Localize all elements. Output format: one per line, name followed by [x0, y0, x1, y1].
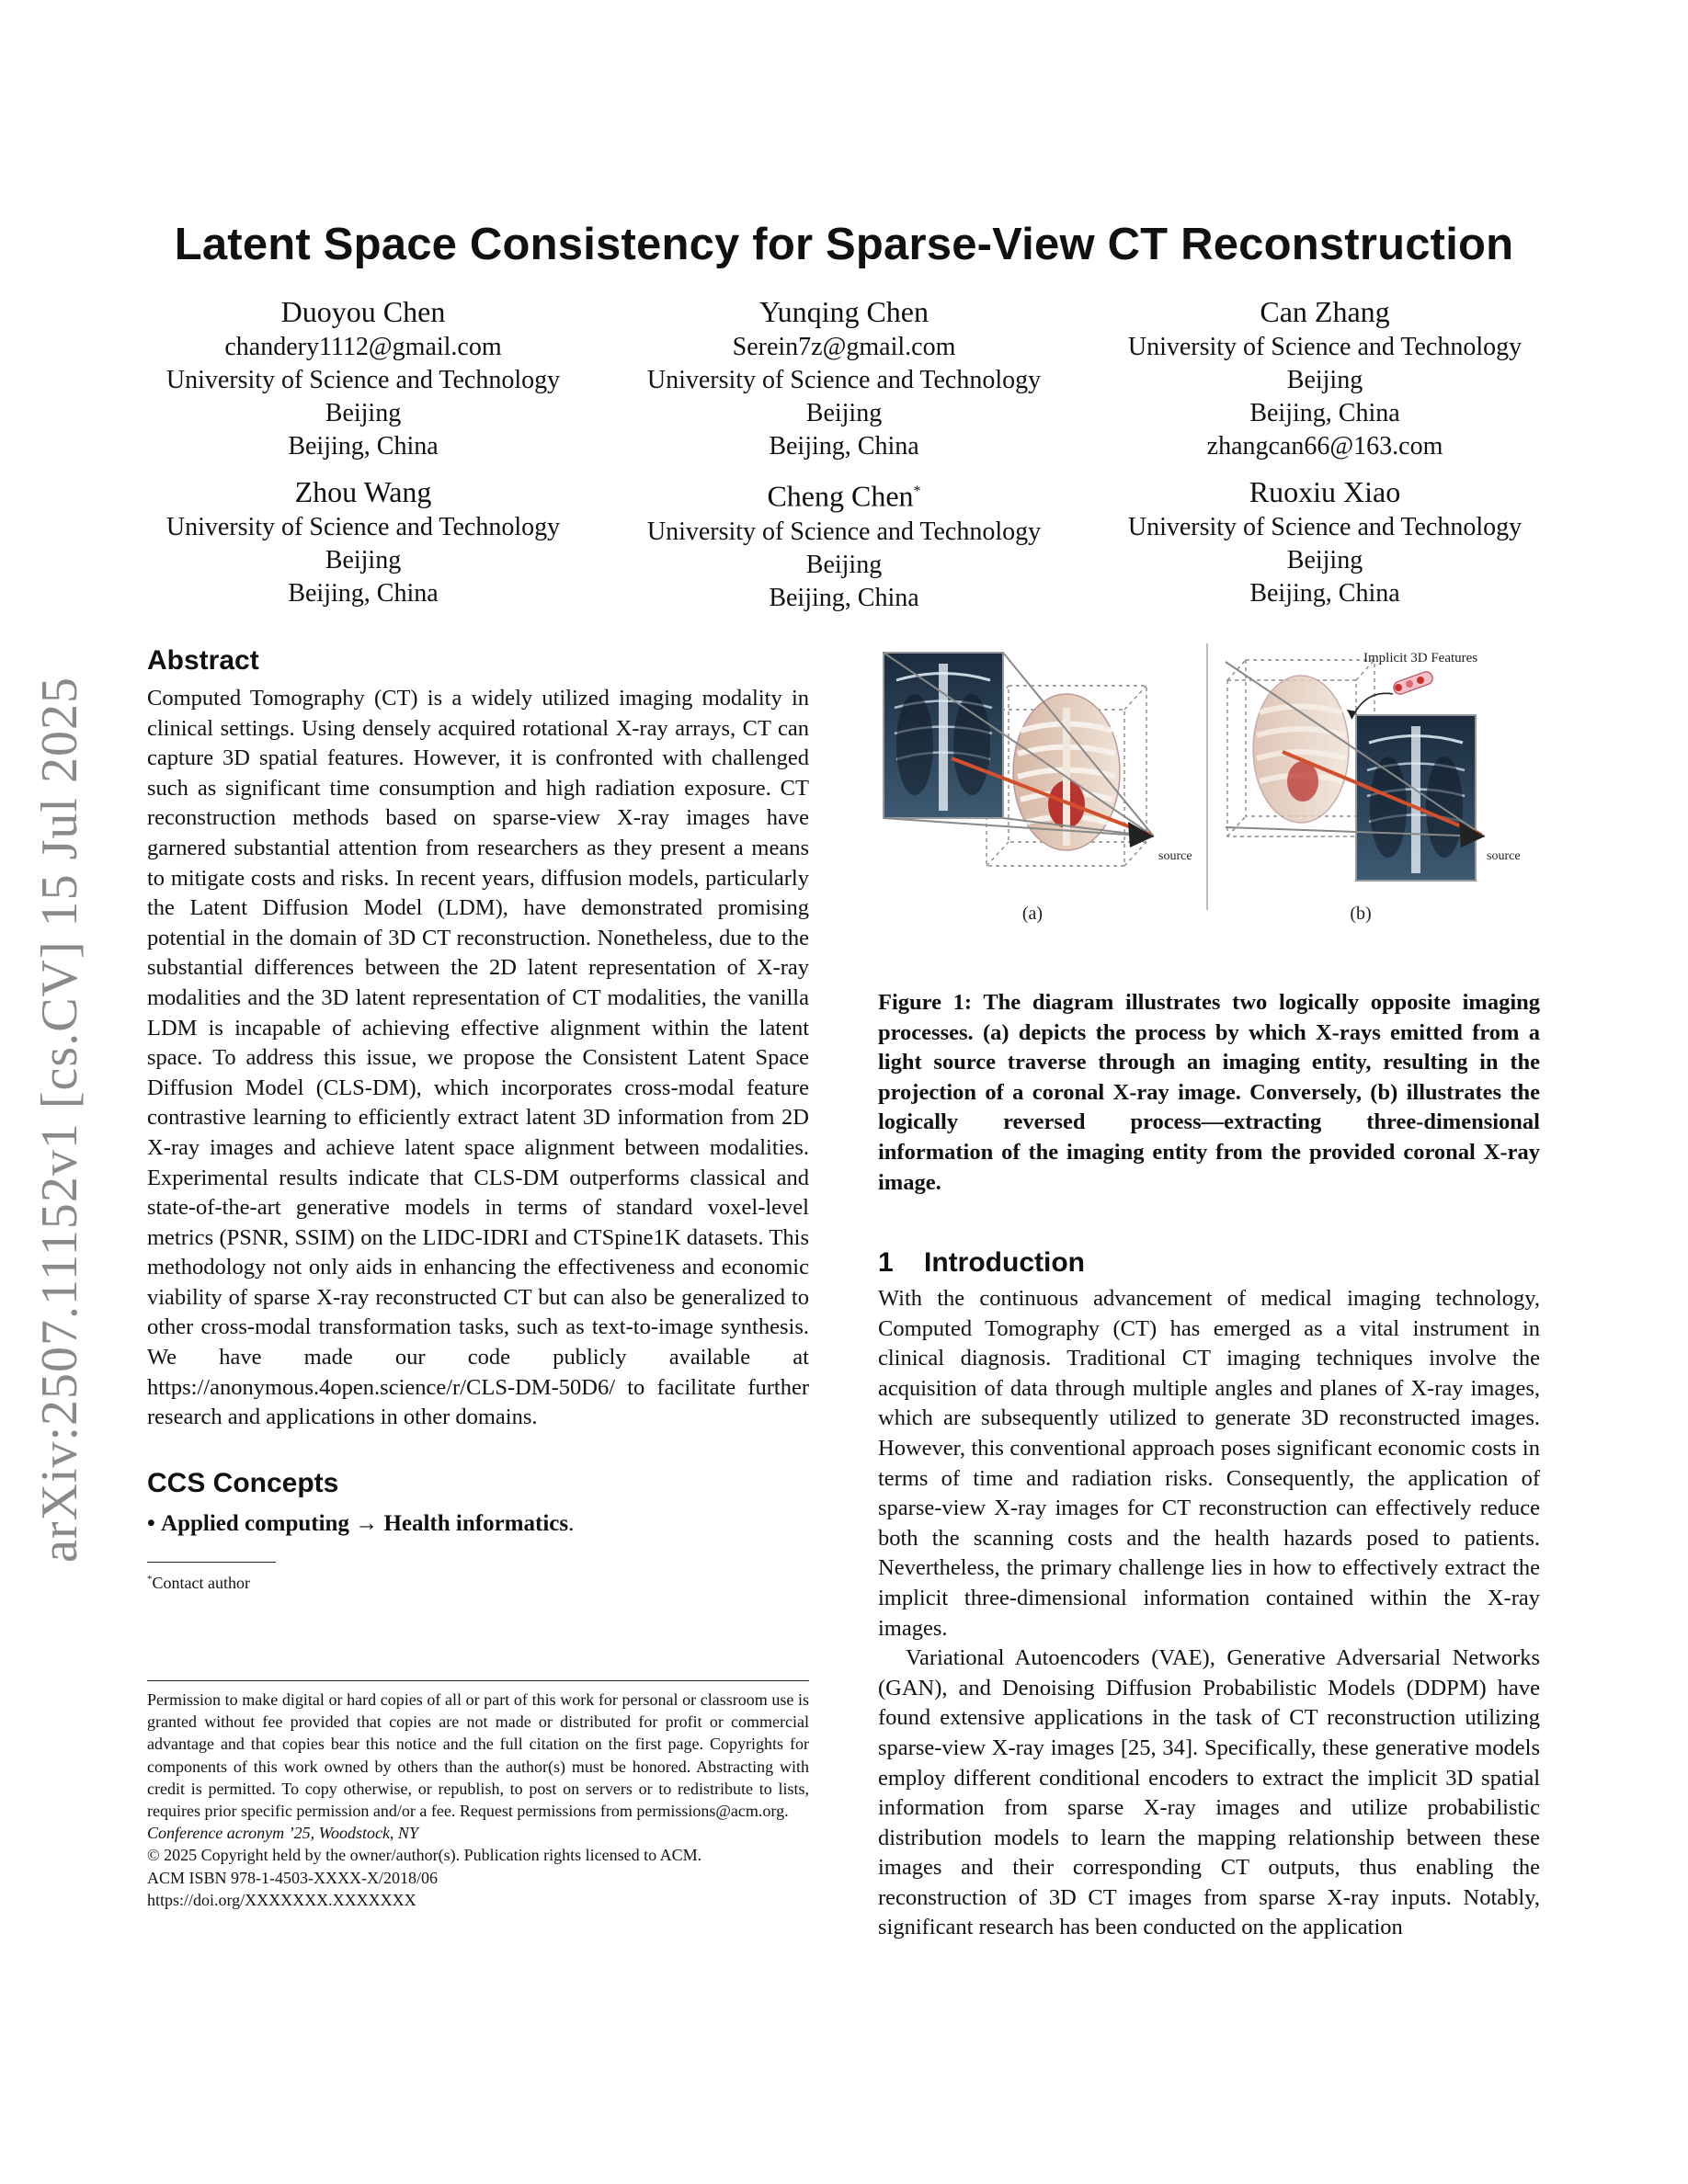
author-location: Beijing, China: [1249, 579, 1400, 608]
footnote-text: Contact author: [152, 1573, 250, 1592]
arxiv-identifier: arXiv:2507.11152v1 [cs.CV] 15 Jul 2025: [31, 677, 88, 1563]
introduction-paragraph: With the continuous advancement of medical imaging technology, Computed Tomography (CT) has emerged as a vital instrument in clinical diagnosis. Traditional CT imaging techniques involve the acquisition of data through multiple angles and planes of X-ray images, which are subsequently utilized to generate 3D reconstructed images. However, this conventional approach poses significant economic costs in terms of time and radiation risks. Consequently, the application of sparse-view X-ray images for CT reconstruction can effectively reduce both the scanning costs and the health hazards posed to patients. Nevertheless, the primary challenge lies in how to effectively extract the implicit three-dimensional information contained within the X-ray images.: [878, 1286, 1540, 1641]
author-entry: [1109, 292, 1541, 463]
implicit-features-icon: [1392, 670, 1434, 696]
contact-author-marker: *: [913, 483, 921, 499]
author-affiliation: University of Science and Technology: [646, 366, 1042, 394]
figure-1-diagram: [878, 643, 1540, 947]
author-location: Beijing, China: [1249, 399, 1400, 427]
author-affiliation: Beijing: [325, 546, 402, 574]
panel-b: [1226, 651, 1521, 924]
abstract-text: Computed Tomography (CT) is a widely utilized imaging modality in clinical settings. Using densely acquired rotational X-ray arrays, CT can capture 3D spatial features. However, it is confronted with challenged such as significant time consumption and high radiation exposure. CT reconstruction methods based on sparse-view X-ray images have garnered substantial attention from researchers as they present a means to mitigate costs and risks. In recent years, diffusion models, particularly the Latent Diffusion Model (LDM), have demonstrated promising potential in the domain of 3D CT reconstruction. Nonetheless, due to the substantial differences between the 2D latent representation of X-ray modalities and the 3D latent representation of CT modalities, the vanilla LDM is incapable of achieving effective alignment within the latent space. To address this issue, we propose the Consistent Latent Space Diffusion Model (CLS-DM), which incorporates cross-modal feature contrastive learning to efficiently extract latent 3D information from 2D X-ray images and achieve latent space alignment between modalities. Experimental results indicate that CLS-DM outperforms classical and state-of-the-art generative models in terms of standard voxel-level metrics (PSNR, SSIM) on the LIDC-IDRI and CTSpine1K datasets. This methodology not only aids in enhancing the effectiveness and economic viability of sparse X-ray reconstructed CT but can also be generalized to other cross-modal transformation tasks, such as text-to-image synthesis. We have made our code publicly available at https://anonymous.4open.science/r/CLS-DM-50D6/ to facilitate further research and applications in other domains.: [147, 686, 809, 1430]
author-affiliation: Beijing: [805, 550, 883, 579]
author-name: Zhou Wang: [294, 475, 432, 508]
author-location: Beijing, China: [288, 432, 439, 461]
author-location: Beijing, China: [769, 583, 919, 612]
author-name: [628, 472, 1060, 516]
xray-image-icon: [884, 653, 1003, 818]
panel-a-label: (a): [1021, 904, 1044, 924]
author-affiliation: University of Science and Technology: [165, 366, 561, 394]
introduction-paragraph: Variational Autoencoders (VAE), Generative Adversarial Networks (GAN), and Denoising Diffusion Probabilistic Models (DDPM) have found extensive applications in the task of CT reconstruction utilizing sparse-view X-ray images [25, 34]. Specifically, these generative models employ different conditional encoders to extract the implicit 3D spatial information from sparse X-ray images and utilize probabilistic distribution models to learn the mapping relationship between these images and their corresponding CT outputs, thus enabling the reconstruction of 3D CT images from sparse X-ray inputs. Notably, significant research has been conducted on the application: [878, 1645, 1540, 1940]
source-label: source: [1158, 849, 1192, 863]
ccs-subcategory: Health informatics: [383, 1510, 569, 1536]
source-label: source: [1487, 849, 1521, 863]
implicit-features-label: Implicit 3D Features: [1363, 651, 1478, 665]
author-affiliation: Beijing: [805, 399, 883, 427]
author-affiliation: University of Science and Technology: [1127, 333, 1523, 361]
introduction-heading: 1 Introduction: [878, 1247, 1085, 1278]
doi-line: https://doi.org/XXXXXXX.XXXXXXX: [147, 1890, 416, 1909]
author-row: [147, 292, 1541, 463]
footnote: [147, 1568, 809, 1594]
author-name-text: Cheng Chen: [767, 479, 914, 513]
permission-text: Permission to make digital or hard copies of all or part of this work for personal or classroom use is granted without fee provided that copies are not made or distributed for profit or commercial advantage and that copies bear this notice and the full citation on the first page. Copyrights for components of this work owned by others than the author(s) must be honored. Abstracting with credit is permitted. To copy otherwise, or republish, to post on servers or to redistribute to lists, requires prior specific permission and/or a fee. Request permissions from permissions@acm.org.: [147, 1690, 809, 1821]
isbn-line: ACM ISBN 978-1-4503-XXXX-X/2018/06: [147, 1868, 438, 1887]
permission-divider: [147, 1680, 809, 1681]
ccs-concept: [147, 1508, 809, 1540]
permission-block: [147, 1680, 809, 1911]
right-column: [878, 1246, 1540, 1943]
author-email: chandery1112@gmail.com: [224, 333, 502, 361]
author-entry: [147, 292, 579, 463]
author-entry: [628, 472, 1060, 615]
author-entry: [628, 292, 1060, 463]
paper-title: Latent Space Consistency for Sparse-View CT Reconstruction: [174, 220, 1514, 269]
author-block: [147, 292, 1541, 615]
panel-a: [884, 653, 1192, 924]
footnote-marker: *: [147, 1573, 153, 1585]
left-column: [147, 643, 809, 1594]
author-location: Beijing, China: [288, 579, 439, 608]
source-cone-icon: [1128, 822, 1154, 847]
ccs-arrow: →: [355, 1510, 379, 1536]
author-affiliation: University of Science and Technology: [165, 513, 561, 541]
author-name: Ruoxiu Xiao: [1249, 475, 1401, 508]
author-affiliation: Beijing: [1286, 366, 1363, 394]
ccs-category: Applied computing: [161, 1510, 349, 1536]
author-name: Can Zhang: [1260, 295, 1390, 328]
author-affiliation: Beijing: [1286, 546, 1363, 574]
ribcage-model-icon: [1253, 676, 1349, 823]
author-location: Beijing, China: [769, 432, 919, 461]
author-email: Serein7z@gmail.com: [732, 333, 956, 361]
ccs-bullet: •: [147, 1510, 155, 1536]
abstract-heading: Abstract: [147, 645, 259, 676]
author-affiliation: University of Science and Technology: [1127, 513, 1523, 541]
author-entry: [1109, 472, 1541, 615]
footnote-divider: [147, 1562, 276, 1563]
conference-line: Conference acronym ’25, Woodstock, NY: [147, 1824, 418, 1843]
copyright-line: © 2025 Copyright held by the owner/author(s). Publication rights licensed to ACM.: [147, 1846, 702, 1865]
author-affiliation: University of Science and Technology: [646, 517, 1042, 546]
author-email: zhangcan66@163.com: [1206, 432, 1443, 461]
ccs-heading: CCS Concepts: [147, 1467, 339, 1498]
panel-b-label: (b): [1350, 904, 1372, 924]
author-name: Duoyou Chen: [280, 295, 446, 328]
author-entry: [147, 472, 579, 615]
author-row: [147, 472, 1541, 615]
xray-image-icon: [1356, 715, 1476, 881]
ccs-period: .: [568, 1510, 575, 1536]
author-affiliation: Beijing: [325, 399, 402, 427]
author-name: Yunqing Chen: [759, 295, 929, 328]
figure-caption: Figure 1: The diagram illustrates two logically opposite imaging processes. (a) depicts the process by which X-rays emitted from a light source traverse through an imaging entity, resulting in the projection of a coronal X-ray image. Conversely, (b) illustrates the logically reversed process—extracting three-dimensional information of the imaging entity from the provided coronal X-ray image.: [878, 990, 1540, 1195]
ribcage-model-icon: [1013, 694, 1120, 850]
